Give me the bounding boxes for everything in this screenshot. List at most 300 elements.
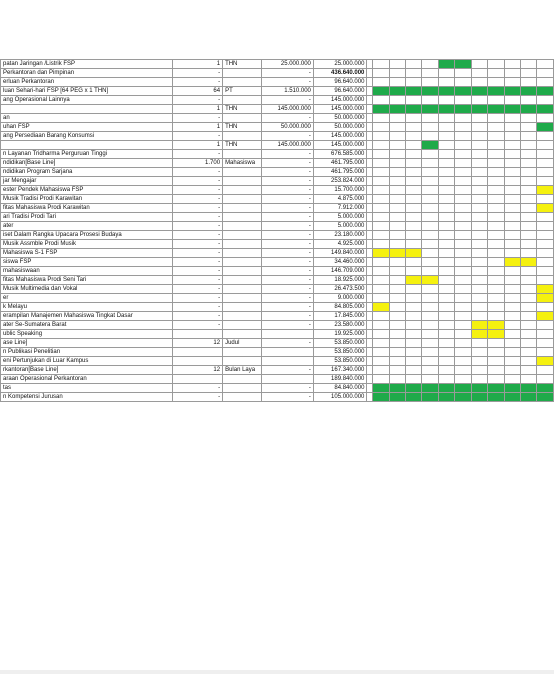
schedule-cell[interactable] [455, 78, 471, 87]
schedule-cell[interactable] [389, 231, 405, 240]
schedule-cell[interactable] [389, 393, 405, 402]
schedule-cell[interactable] [438, 105, 454, 114]
activity-description-cell[interactable]: n Kompetensi Jurusan [1, 393, 173, 402]
schedule-cell[interactable] [471, 348, 487, 357]
unit-cell[interactable] [223, 393, 262, 402]
schedule-cell[interactable] [504, 177, 520, 186]
schedule-cell[interactable] [537, 213, 554, 222]
schedule-cell[interactable] [438, 159, 454, 168]
schedule-cell[interactable] [406, 267, 422, 276]
volume-cell[interactable]: - [172, 393, 222, 402]
schedule-cell[interactable] [537, 105, 554, 114]
schedule-cell[interactable] [438, 240, 454, 249]
schedule-cell[interactable] [438, 186, 454, 195]
unit-cell[interactable] [223, 330, 262, 339]
schedule-cell[interactable] [406, 294, 422, 303]
schedule-cell[interactable] [406, 384, 422, 393]
schedule-cell[interactable] [373, 150, 389, 159]
schedule-cell[interactable] [520, 105, 536, 114]
total-cell[interactable]: 26.473.500 [313, 285, 367, 294]
schedule-cell[interactable] [504, 231, 520, 240]
volume-cell[interactable] [172, 375, 222, 384]
schedule-cell[interactable] [455, 159, 471, 168]
schedule-cell[interactable] [488, 375, 504, 384]
schedule-cell[interactable] [389, 285, 405, 294]
schedule-cell[interactable] [488, 69, 504, 78]
unit-price-cell[interactable]: - [261, 177, 313, 186]
schedule-cell[interactable] [537, 267, 554, 276]
schedule-cell[interactable] [373, 114, 389, 123]
schedule-cell[interactable] [520, 150, 536, 159]
schedule-cell[interactable] [373, 357, 389, 366]
schedule-cell[interactable] [389, 96, 405, 105]
schedule-cell[interactable] [389, 240, 405, 249]
schedule-cell[interactable] [455, 267, 471, 276]
schedule-cell[interactable] [406, 96, 422, 105]
schedule-cell[interactable] [406, 258, 422, 267]
volume-cell[interactable]: - [172, 222, 222, 231]
schedule-cell[interactable] [422, 231, 438, 240]
schedule-cell[interactable] [504, 213, 520, 222]
volume-cell[interactable]: - [172, 231, 222, 240]
schedule-cell[interactable] [471, 366, 487, 375]
schedule-cell[interactable] [537, 249, 554, 258]
unit-cell[interactable]: THN [223, 141, 262, 150]
unit-cell[interactable] [223, 150, 262, 159]
schedule-cell[interactable] [520, 366, 536, 375]
unit-price-cell[interactable]: - [261, 69, 313, 78]
schedule-cell[interactable] [373, 213, 389, 222]
schedule-cell[interactable] [389, 222, 405, 231]
schedule-cell[interactable] [520, 78, 536, 87]
total-cell[interactable]: 50.000.000 [313, 114, 367, 123]
schedule-cell[interactable] [455, 186, 471, 195]
schedule-cell[interactable] [455, 204, 471, 213]
volume-cell[interactable]: 1 [172, 123, 222, 132]
schedule-cell[interactable] [373, 348, 389, 357]
schedule-cell[interactable] [471, 168, 487, 177]
schedule-cell[interactable] [406, 87, 422, 96]
schedule-cell[interactable] [520, 249, 536, 258]
total-cell[interactable]: 189.840.000 [313, 375, 367, 384]
schedule-cell[interactable] [537, 141, 554, 150]
schedule-cell[interactable] [438, 303, 454, 312]
schedule-cell[interactable] [422, 348, 438, 357]
schedule-cell[interactable] [455, 222, 471, 231]
schedule-cell[interactable] [488, 150, 504, 159]
schedule-cell[interactable] [471, 258, 487, 267]
volume-cell[interactable]: - [172, 213, 222, 222]
schedule-cell[interactable] [488, 249, 504, 258]
schedule-cell[interactable] [389, 357, 405, 366]
schedule-cell[interactable] [389, 294, 405, 303]
schedule-cell[interactable] [488, 393, 504, 402]
schedule-cell[interactable] [471, 393, 487, 402]
schedule-cell[interactable] [438, 168, 454, 177]
schedule-cell[interactable] [520, 303, 536, 312]
activity-description-cell[interactable]: Perkantoran dan Pimpinan [1, 69, 173, 78]
volume-cell[interactable]: 1 [172, 141, 222, 150]
schedule-cell[interactable] [520, 195, 536, 204]
schedule-cell[interactable] [389, 78, 405, 87]
schedule-cell[interactable] [422, 96, 438, 105]
schedule-cell[interactable] [438, 285, 454, 294]
schedule-cell[interactable] [488, 168, 504, 177]
schedule-cell[interactable] [373, 294, 389, 303]
total-cell[interactable]: 15.700.000 [313, 186, 367, 195]
schedule-cell[interactable] [488, 60, 504, 69]
unit-price-cell[interactable]: - [261, 96, 313, 105]
total-cell[interactable]: 25.000.000 [313, 60, 367, 69]
activity-description-cell[interactable]: luan Sehari-hari FSP [64 PEG x 1 THN] [1, 87, 173, 96]
schedule-cell[interactable] [520, 339, 536, 348]
schedule-cell[interactable] [488, 177, 504, 186]
unit-price-cell[interactable]: - [261, 258, 313, 267]
schedule-cell[interactable] [455, 69, 471, 78]
schedule-cell[interactable] [422, 222, 438, 231]
schedule-cell[interactable] [504, 114, 520, 123]
volume-cell[interactable]: - [172, 285, 222, 294]
total-cell[interactable]: 145.000.000 [313, 105, 367, 114]
schedule-cell[interactable] [520, 294, 536, 303]
total-cell[interactable]: 5.000.000 [313, 222, 367, 231]
schedule-cell[interactable] [520, 213, 536, 222]
schedule-cell[interactable] [520, 393, 536, 402]
total-cell[interactable]: 96.640.000 [313, 78, 367, 87]
total-cell[interactable]: 5.000.000 [313, 213, 367, 222]
schedule-cell[interactable] [406, 222, 422, 231]
schedule-cell[interactable] [504, 141, 520, 150]
schedule-cell[interactable] [373, 312, 389, 321]
total-cell[interactable]: 436.640.000 [313, 69, 367, 78]
schedule-cell[interactable] [471, 177, 487, 186]
schedule-cell[interactable] [520, 141, 536, 150]
schedule-cell[interactable] [504, 150, 520, 159]
total-cell[interactable]: 7.912.000 [313, 204, 367, 213]
schedule-cell[interactable] [471, 60, 487, 69]
schedule-cell[interactable] [389, 312, 405, 321]
schedule-cell[interactable] [488, 132, 504, 141]
schedule-cell[interactable] [373, 222, 389, 231]
schedule-cell[interactable] [438, 258, 454, 267]
volume-cell[interactable]: 12 [172, 339, 222, 348]
unit-price-cell[interactable]: 25.000.000 [261, 60, 313, 69]
schedule-cell[interactable] [406, 186, 422, 195]
schedule-cell[interactable] [504, 195, 520, 204]
schedule-cell[interactable] [422, 69, 438, 78]
activity-description-cell[interactable]: eni Pertunjukan di Luar Kampus [1, 357, 173, 366]
unit-cell[interactable]: THN [223, 123, 262, 132]
schedule-cell[interactable] [406, 132, 422, 141]
unit-price-cell[interactable]: - [261, 366, 313, 375]
schedule-cell[interactable] [389, 123, 405, 132]
total-cell[interactable]: 53.850.000 [313, 357, 367, 366]
schedule-cell[interactable] [438, 78, 454, 87]
unit-cell[interactable]: Mahasiswa [223, 159, 262, 168]
total-cell[interactable]: 105.000.000 [313, 393, 367, 402]
schedule-cell[interactable] [455, 312, 471, 321]
volume-cell[interactable]: - [172, 195, 222, 204]
schedule-cell[interactable] [406, 195, 422, 204]
schedule-cell[interactable] [520, 96, 536, 105]
schedule-cell[interactable] [537, 240, 554, 249]
schedule-cell[interactable] [455, 105, 471, 114]
activity-description-cell[interactable]: Musik Multimedia dan Vokal [1, 285, 173, 294]
activity-description-cell[interactable]: fitas Mahasiswa Prodi Seni Tari [1, 276, 173, 285]
schedule-cell[interactable] [504, 393, 520, 402]
schedule-cell[interactable] [406, 159, 422, 168]
schedule-cell[interactable] [471, 276, 487, 285]
schedule-cell[interactable] [520, 357, 536, 366]
schedule-cell[interactable] [422, 258, 438, 267]
schedule-cell[interactable] [406, 114, 422, 123]
schedule-cell[interactable] [422, 150, 438, 159]
schedule-cell[interactable] [455, 177, 471, 186]
volume-cell[interactable]: - [172, 321, 222, 330]
schedule-cell[interactable] [422, 123, 438, 132]
schedule-cell[interactable] [422, 267, 438, 276]
schedule-cell[interactable] [488, 276, 504, 285]
total-cell[interactable]: 145.000.000 [313, 132, 367, 141]
unit-cell[interactable] [223, 294, 262, 303]
unit-cell[interactable] [223, 312, 262, 321]
schedule-cell[interactable] [520, 321, 536, 330]
schedule-cell[interactable] [520, 204, 536, 213]
schedule-cell[interactable] [438, 267, 454, 276]
schedule-cell[interactable] [438, 384, 454, 393]
schedule-cell[interactable] [438, 321, 454, 330]
volume-cell[interactable]: - [172, 267, 222, 276]
schedule-cell[interactable] [537, 258, 554, 267]
volume-cell[interactable]: - [172, 186, 222, 195]
schedule-cell[interactable] [504, 312, 520, 321]
schedule-cell[interactable] [471, 159, 487, 168]
schedule-cell[interactable] [406, 150, 422, 159]
schedule-cell[interactable] [389, 258, 405, 267]
schedule-cell[interactable] [373, 258, 389, 267]
schedule-cell[interactable] [520, 69, 536, 78]
activity-description-cell[interactable]: ester Pendek Mahasiswa FSP [1, 186, 173, 195]
schedule-cell[interactable] [389, 366, 405, 375]
total-cell[interactable]: 84.840.000 [313, 384, 367, 393]
schedule-cell[interactable] [504, 339, 520, 348]
schedule-cell[interactable] [504, 375, 520, 384]
unit-price-cell[interactable]: - [261, 114, 313, 123]
schedule-cell[interactable] [422, 285, 438, 294]
schedule-cell[interactable] [488, 357, 504, 366]
schedule-cell[interactable] [389, 384, 405, 393]
schedule-cell[interactable] [471, 249, 487, 258]
schedule-cell[interactable] [389, 321, 405, 330]
schedule-cell[interactable] [520, 132, 536, 141]
unit-cell[interactable]: THN [223, 105, 262, 114]
schedule-cell[interactable] [537, 123, 554, 132]
activity-description-cell[interactable]: ndidikan Program Sarjana [1, 168, 173, 177]
unit-cell[interactable] [223, 78, 262, 87]
schedule-cell[interactable] [373, 123, 389, 132]
schedule-cell[interactable] [438, 213, 454, 222]
unit-cell[interactable] [223, 114, 262, 123]
schedule-cell[interactable] [471, 141, 487, 150]
schedule-cell[interactable] [471, 294, 487, 303]
total-cell[interactable]: 19.925.000 [313, 330, 367, 339]
schedule-cell[interactable] [504, 321, 520, 330]
volume-cell[interactable]: - [172, 303, 222, 312]
activity-description-cell[interactable]: ase Line] [1, 339, 173, 348]
unit-cell[interactable]: THN [223, 60, 262, 69]
unit-price-cell[interactable]: - [261, 276, 313, 285]
schedule-cell[interactable] [389, 348, 405, 357]
schedule-cell[interactable] [455, 231, 471, 240]
schedule-cell[interactable] [455, 294, 471, 303]
activity-description-cell[interactable]: k Melayu [1, 303, 173, 312]
schedule-cell[interactable] [455, 87, 471, 96]
schedule-cell[interactable] [406, 177, 422, 186]
schedule-cell[interactable] [537, 78, 554, 87]
schedule-cell[interactable] [406, 285, 422, 294]
unit-price-cell[interactable]: - [261, 267, 313, 276]
activity-description-cell[interactable]: Musik Assmble Prodi Musik [1, 240, 173, 249]
activity-description-cell[interactable]: erampilan Manajemen Mahasiswa Tingkat Dasar [1, 312, 173, 321]
unit-cell[interactable] [223, 195, 262, 204]
volume-cell[interactable]: - [172, 78, 222, 87]
schedule-cell[interactable] [471, 123, 487, 132]
schedule-cell[interactable] [455, 357, 471, 366]
unit-price-cell[interactable]: - [261, 393, 313, 402]
schedule-cell[interactable] [438, 393, 454, 402]
schedule-cell[interactable] [504, 249, 520, 258]
schedule-cell[interactable] [389, 150, 405, 159]
schedule-cell[interactable] [471, 69, 487, 78]
schedule-cell[interactable] [471, 204, 487, 213]
volume-cell[interactable]: 1.700 [172, 159, 222, 168]
schedule-cell[interactable] [488, 96, 504, 105]
schedule-cell[interactable] [373, 78, 389, 87]
schedule-cell[interactable] [537, 339, 554, 348]
schedule-cell[interactable] [438, 276, 454, 285]
activity-description-cell[interactable]: patan Jaringan /Listrik FSP [1, 60, 173, 69]
schedule-cell[interactable] [406, 213, 422, 222]
volume-cell[interactable]: - [172, 168, 222, 177]
schedule-cell[interactable] [488, 105, 504, 114]
total-cell[interactable]: 461.795.000 [313, 168, 367, 177]
schedule-cell[interactable] [537, 393, 554, 402]
schedule-cell[interactable] [455, 96, 471, 105]
schedule-cell[interactable] [504, 159, 520, 168]
schedule-cell[interactable] [406, 366, 422, 375]
schedule-cell[interactable] [504, 267, 520, 276]
schedule-cell[interactable] [520, 276, 536, 285]
total-cell[interactable]: 145.000.000 [313, 96, 367, 105]
schedule-cell[interactable] [422, 78, 438, 87]
unit-cell[interactable] [223, 321, 262, 330]
schedule-cell[interactable] [471, 96, 487, 105]
total-cell[interactable]: 53.850.000 [313, 348, 367, 357]
schedule-cell[interactable] [537, 195, 554, 204]
schedule-cell[interactable] [520, 222, 536, 231]
schedule-cell[interactable] [406, 276, 422, 285]
schedule-cell[interactable] [389, 375, 405, 384]
schedule-cell[interactable] [406, 303, 422, 312]
schedule-cell[interactable] [537, 150, 554, 159]
unit-price-cell[interactable]: 50.000.000 [261, 123, 313, 132]
total-cell[interactable]: 4.875.000 [313, 195, 367, 204]
schedule-cell[interactable] [488, 384, 504, 393]
schedule-cell[interactable] [422, 132, 438, 141]
schedule-cell[interactable] [389, 69, 405, 78]
schedule-cell[interactable] [537, 384, 554, 393]
activity-description-cell[interactable]: er [1, 294, 173, 303]
activity-description-cell[interactable]: ater [1, 222, 173, 231]
schedule-cell[interactable] [520, 177, 536, 186]
schedule-cell[interactable] [520, 168, 536, 177]
schedule-cell[interactable] [504, 132, 520, 141]
schedule-cell[interactable] [471, 339, 487, 348]
schedule-cell[interactable] [389, 132, 405, 141]
total-cell[interactable]: 23.580.000 [313, 321, 367, 330]
schedule-cell[interactable] [406, 60, 422, 69]
unit-cell[interactable] [223, 132, 262, 141]
volume-cell[interactable] [172, 357, 222, 366]
schedule-cell[interactable] [520, 87, 536, 96]
schedule-cell[interactable] [422, 159, 438, 168]
schedule-cell[interactable] [537, 366, 554, 375]
schedule-cell[interactable] [373, 366, 389, 375]
schedule-cell[interactable] [373, 249, 389, 258]
schedule-cell[interactable] [537, 114, 554, 123]
schedule-cell[interactable] [488, 285, 504, 294]
activity-description-cell[interactable]: araan Operasional Perkantoran [1, 375, 173, 384]
activity-description-cell[interactable]: n Publikasi Penelitian [1, 348, 173, 357]
volume-cell[interactable]: - [172, 150, 222, 159]
schedule-cell[interactable] [438, 204, 454, 213]
unit-price-cell[interactable]: - [261, 249, 313, 258]
activity-description-cell[interactable]: jar Mengajar [1, 177, 173, 186]
schedule-cell[interactable] [488, 123, 504, 132]
schedule-cell[interactable] [406, 339, 422, 348]
schedule-cell[interactable] [406, 249, 422, 258]
unit-price-cell[interactable]: - [261, 150, 313, 159]
schedule-cell[interactable] [504, 285, 520, 294]
schedule-cell[interactable] [455, 249, 471, 258]
total-cell[interactable]: 34.460.000 [313, 258, 367, 267]
schedule-cell[interactable] [373, 393, 389, 402]
schedule-cell[interactable] [422, 393, 438, 402]
schedule-cell[interactable] [406, 168, 422, 177]
schedule-cell[interactable] [504, 222, 520, 231]
schedule-cell[interactable] [455, 114, 471, 123]
schedule-cell[interactable] [488, 321, 504, 330]
schedule-cell[interactable] [438, 60, 454, 69]
schedule-cell[interactable] [488, 348, 504, 357]
total-cell[interactable]: 96.640.000 [313, 87, 367, 96]
schedule-cell[interactable] [504, 123, 520, 132]
volume-cell[interactable]: - [172, 249, 222, 258]
schedule-cell[interactable] [438, 114, 454, 123]
schedule-cell[interactable] [438, 339, 454, 348]
unit-price-cell[interactable]: - [261, 384, 313, 393]
schedule-cell[interactable] [504, 168, 520, 177]
total-cell[interactable]: 253.824.000 [313, 177, 367, 186]
unit-price-cell[interactable]: 145.000.000 [261, 141, 313, 150]
schedule-cell[interactable] [504, 96, 520, 105]
schedule-cell[interactable] [471, 114, 487, 123]
schedule-cell[interactable] [537, 276, 554, 285]
schedule-cell[interactable] [406, 78, 422, 87]
schedule-cell[interactable] [504, 240, 520, 249]
total-cell[interactable]: 167.340.000 [313, 366, 367, 375]
schedule-cell[interactable] [422, 213, 438, 222]
